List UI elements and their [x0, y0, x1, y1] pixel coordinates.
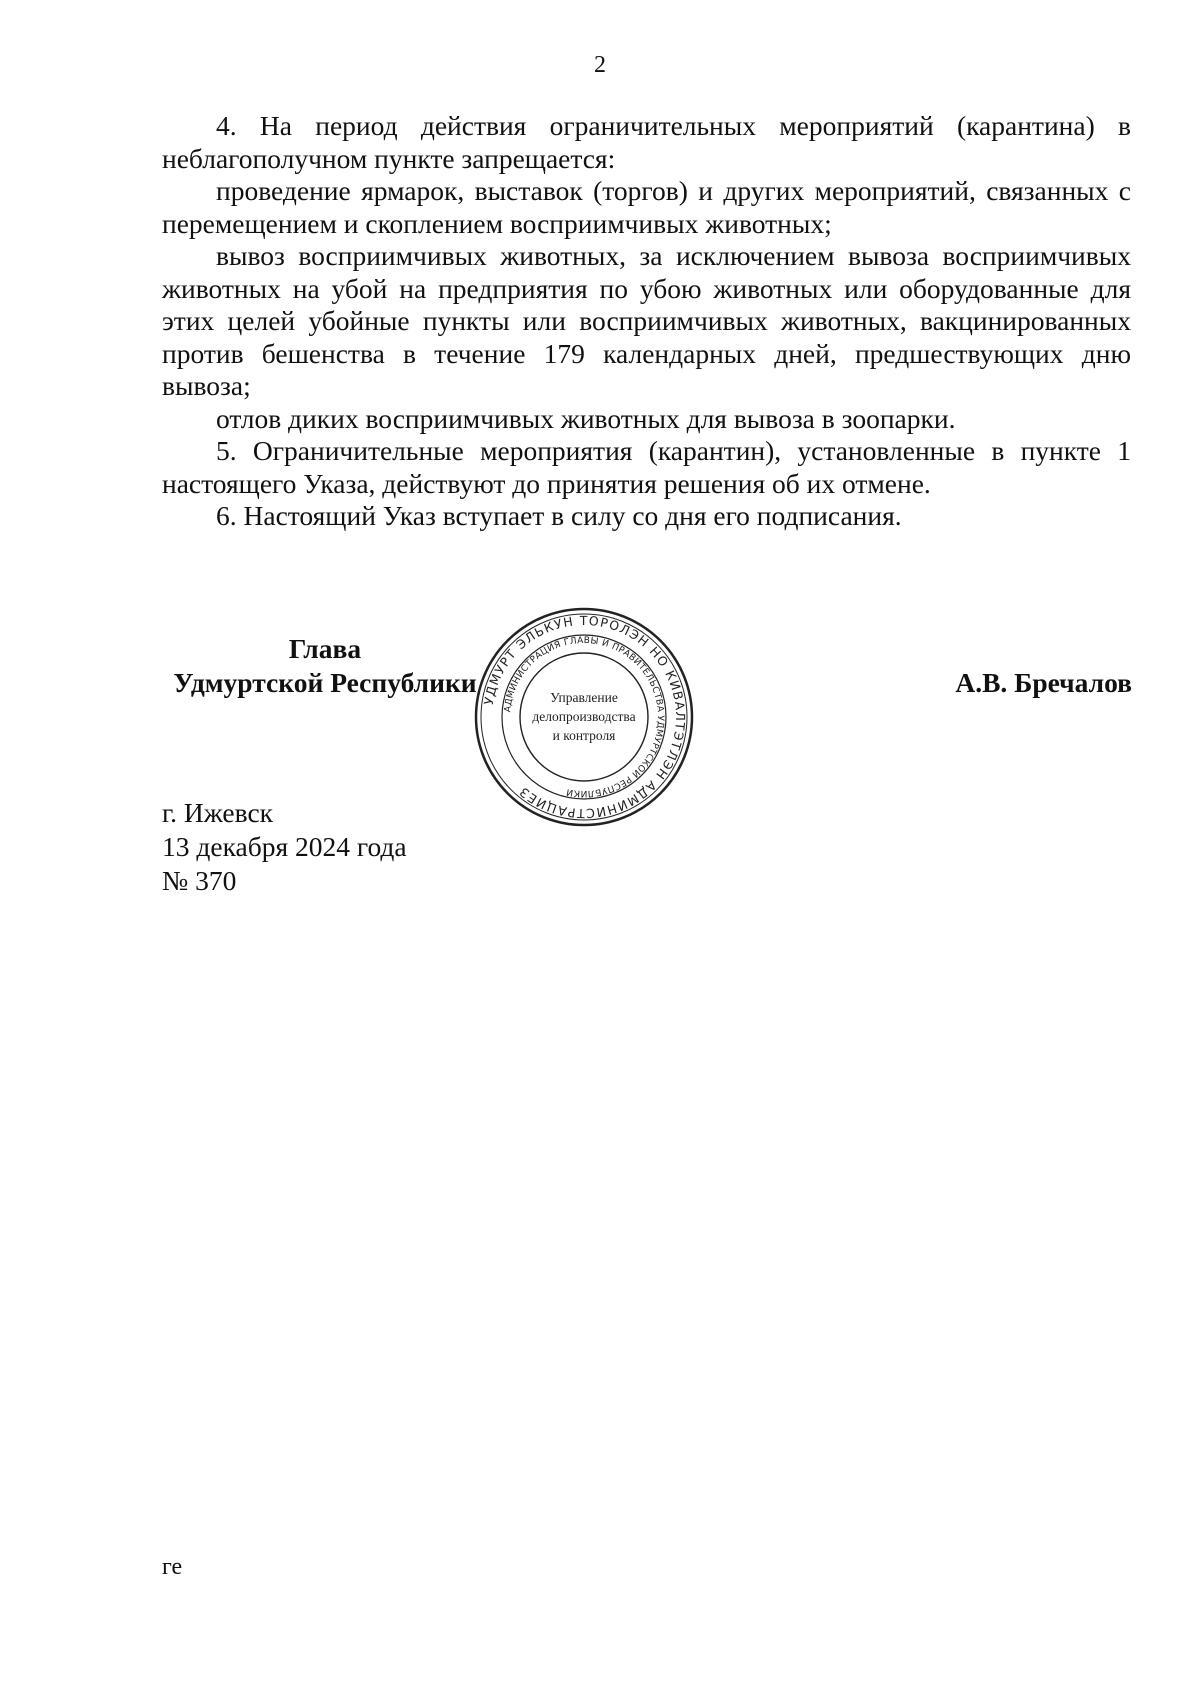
seal-outer-text: УДМУРТ ЭЛЬКУН ТОРОЛЭН НО КИВАЛТЭТЛЭН АДМИНИСТРАЦИЕЗ: [480, 612, 689, 822]
official-seal: [473, 606, 695, 828]
signatory-title-line1: Глава: [288, 633, 362, 664]
paragraph-fairs-ban: проведение ярмарок, выставок (торгов) и других мероприятий, связанных с перемещением и скоплением восприимчивых животных;: [162, 175, 1131, 239]
seal-center-line2: делопроизводства: [532, 709, 636, 724]
issuance-date: 13 декабря 2024 года: [162, 831, 407, 862]
signatory-name: А.В. Бречалов: [955, 667, 1132, 698]
paragraph-item-5: 5. Ограничительные мероприятия (карантин), установленные в пункте 1 настоящего Указа, действуют до принятия решения об их отмене.: [162, 435, 1131, 499]
seal-center-line3: и контроля: [552, 728, 616, 743]
issuance-place: г. Ижевск: [162, 797, 274, 828]
decree-number: № 370: [162, 865, 237, 896]
paragraph-export-ban: вывоз восприимчивых животных, за исключением вывоза восприимчивых животных на убой на предприятия по убою животных или оборудованные для этих целей убойные пункты или восприимчивых животных, вакцинированных против бешенства в течение 179 календарных дней, предшествующих дню вывоза;: [162, 240, 1131, 401]
issuance-details: [162, 796, 407, 898]
seal-inner-ring-text: АДМИНИСТРАЦИЯ ГЛАВЫ И ПРАВИТЕЛЬСТВА УДМУРТСКОЙ РЕСПУБЛИКИ: [503, 635, 666, 799]
paragraph-item-4: 4. На период действия ограничительных мероприятий (карантина) в неблагополучном пункте запрещается:: [162, 110, 1131, 174]
footer-initials: ге: [162, 1554, 183, 1580]
signatory-title: [160, 632, 490, 700]
signatory-title-line2: Удмуртской Республики: [173, 667, 477, 698]
paragraph-item-6: 6. Настоящий Указ вступает в силу со дня его подписания.: [216, 500, 902, 531]
page-number: 2: [594, 52, 606, 78]
seal-center-line1: Управление: [550, 690, 618, 705]
paragraph-capture-ban: отлов диких восприимчивых животных для вывоза в зоопарки.: [216, 402, 956, 434]
decree-body: [162, 110, 1131, 533]
